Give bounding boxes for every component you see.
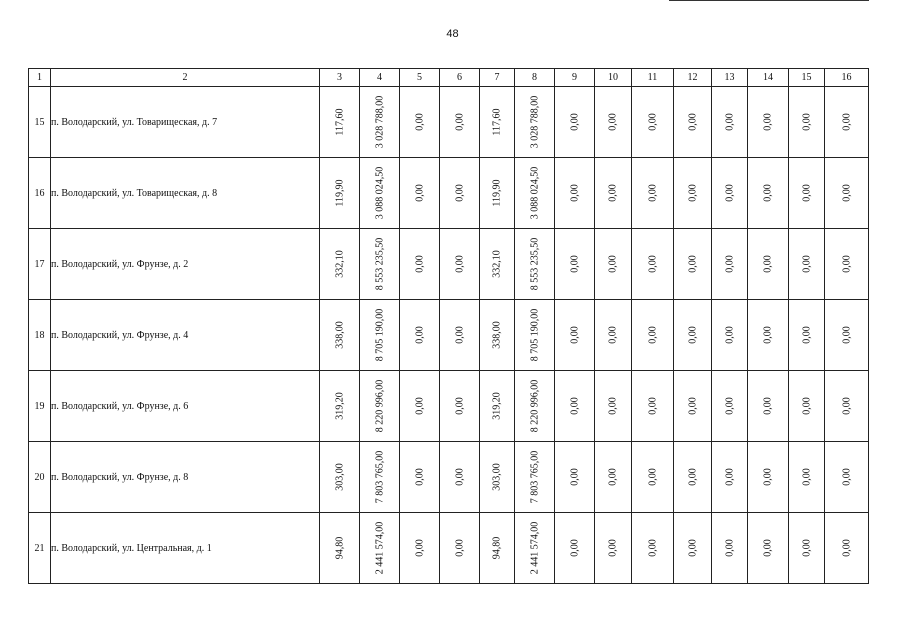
value-cell: [400, 87, 440, 158]
column-header: 7: [480, 69, 515, 87]
value-text: 7 803 765,00: [529, 450, 540, 504]
value-text: 117,60: [491, 108, 503, 136]
value-cell: [480, 87, 515, 158]
value-cell: [789, 442, 825, 513]
value-cell: [320, 371, 360, 442]
value-text: 0,00: [414, 326, 425, 344]
value-cell: [440, 513, 480, 584]
value-text: 0,00: [607, 326, 619, 344]
value-cell: [595, 300, 632, 371]
value-text: 0,00: [762, 468, 774, 486]
value-cell: [515, 87, 555, 158]
value-cell: [480, 513, 515, 584]
value-cell: [360, 229, 400, 300]
value-cell: [674, 229, 712, 300]
value-text: 0,00: [414, 468, 425, 486]
value-cell: [555, 513, 595, 584]
value-text: 94,80: [491, 536, 503, 560]
value-cell: [825, 300, 869, 371]
value-cell: [360, 158, 400, 229]
value-cell: [320, 513, 360, 584]
value-cell: [360, 442, 400, 513]
value-cell: [440, 158, 480, 229]
value-text: 0,00: [687, 539, 698, 557]
column-header: 2: [51, 69, 320, 87]
value-cell: [674, 158, 712, 229]
value-cell: [595, 513, 632, 584]
value-cell: [515, 158, 555, 229]
value-cell: [674, 513, 712, 584]
value-cell: [555, 371, 595, 442]
row-number: 19: [29, 371, 51, 442]
value-cell: [748, 158, 789, 229]
value-cell: [595, 158, 632, 229]
value-cell: [595, 371, 632, 442]
value-text: 94,80: [334, 536, 345, 560]
value-cell: [712, 229, 748, 300]
value-text: 0,00: [687, 184, 698, 202]
value-text: 7 803 765,00: [374, 450, 385, 504]
value-cell: [360, 513, 400, 584]
row-number: 18: [29, 300, 51, 371]
table-row: [29, 513, 869, 584]
column-header: 3: [320, 69, 360, 87]
value-cell: [440, 229, 480, 300]
value-text: 2 441 574,00: [529, 521, 540, 575]
value-text: 0,00: [647, 113, 658, 131]
value-cell: [789, 229, 825, 300]
value-cell: [632, 442, 674, 513]
value-text: 0,00: [607, 184, 619, 202]
table-row: [29, 371, 869, 442]
value-text: 0,00: [687, 468, 698, 486]
value-text: 0,00: [414, 539, 425, 557]
value-cell: [515, 371, 555, 442]
value-text: 0,00: [454, 397, 465, 415]
value-text: 0,00: [687, 113, 698, 131]
value-text: 0,00: [647, 397, 658, 415]
column-header: 16: [825, 69, 869, 87]
value-text: 8 553 235,50: [374, 237, 385, 291]
value-cell: [825, 371, 869, 442]
value-cell: [515, 229, 555, 300]
column-header: 10: [595, 69, 632, 87]
value-text: 3 088 024,50: [529, 166, 540, 220]
value-cell: [360, 371, 400, 442]
value-text: 0,00: [724, 184, 735, 202]
value-text: 0,00: [724, 397, 735, 415]
value-text: 0,00: [841, 113, 852, 131]
value-cell: [595, 442, 632, 513]
value-text: 119,90: [334, 179, 345, 207]
page-number: 48: [446, 28, 459, 40]
value-cell: [632, 300, 674, 371]
table-row: [29, 158, 869, 229]
value-cell: [440, 87, 480, 158]
value-text: 8 705 190,00: [529, 308, 540, 362]
address-cell: п. Володарский, ул. Фрунзе, д. 8: [51, 442, 320, 513]
value-text: 338,00: [491, 321, 503, 349]
value-text: 0,00: [454, 468, 465, 486]
top-rule: [669, 0, 869, 1]
value-text: 119,90: [491, 179, 503, 207]
value-cell: [440, 442, 480, 513]
value-text: 0,00: [647, 539, 658, 557]
value-text: 0,00: [569, 113, 580, 131]
table-row: [29, 442, 869, 513]
value-cell: [789, 158, 825, 229]
value-cell: [632, 513, 674, 584]
value-text: 319,20: [334, 392, 345, 420]
value-text: 0,00: [647, 255, 658, 273]
value-text: 0,00: [647, 468, 658, 486]
value-cell: [789, 300, 825, 371]
data-table: [28, 68, 869, 584]
table-row: [29, 300, 869, 371]
value-cell: [674, 300, 712, 371]
value-text: 0,00: [687, 255, 698, 273]
value-text: 0,00: [647, 326, 658, 344]
table-row: [29, 229, 869, 300]
value-cell: [360, 300, 400, 371]
column-header: 13: [712, 69, 748, 87]
value-cell: [400, 158, 440, 229]
value-text: 2 441 574,00: [374, 521, 385, 575]
value-text: 0,00: [801, 539, 812, 557]
value-text: 332,10: [334, 250, 345, 278]
value-text: 3 028 788,00: [374, 95, 385, 149]
value-text: 0,00: [607, 113, 619, 131]
value-text: 0,00: [801, 468, 812, 486]
value-text: 0,00: [841, 539, 852, 557]
value-cell: [440, 300, 480, 371]
value-text: 0,00: [454, 255, 465, 273]
column-header: 14: [748, 69, 789, 87]
value-text: 0,00: [454, 326, 465, 344]
value-cell: [320, 300, 360, 371]
value-text: 0,00: [607, 539, 619, 557]
value-cell: [595, 229, 632, 300]
value-text: 0,00: [414, 184, 425, 202]
value-cell: [748, 371, 789, 442]
column-header: 12: [674, 69, 712, 87]
value-cell: [712, 300, 748, 371]
value-cell: [555, 158, 595, 229]
value-text: 0,00: [454, 113, 465, 131]
value-cell: [712, 371, 748, 442]
value-cell: [320, 87, 360, 158]
value-text: 0,00: [724, 255, 735, 273]
value-cell: [400, 371, 440, 442]
value-text: 0,00: [762, 397, 774, 415]
value-cell: [748, 87, 789, 158]
value-text: 0,00: [724, 468, 735, 486]
value-cell: [595, 87, 632, 158]
row-number: 21: [29, 513, 51, 584]
value-text: 0,00: [607, 468, 619, 486]
table-row: [29, 87, 869, 158]
value-text: 0,00: [569, 326, 580, 344]
column-header: 9: [555, 69, 595, 87]
value-cell: [320, 158, 360, 229]
value-cell: [555, 87, 595, 158]
value-cell: [825, 87, 869, 158]
value-text: 3 028 788,00: [529, 95, 540, 149]
value-text: 8 220 996,00: [529, 379, 540, 433]
value-text: 0,00: [607, 255, 619, 273]
value-cell: [400, 513, 440, 584]
value-text: 0,00: [414, 113, 425, 131]
value-text: 0,00: [414, 255, 425, 273]
value-text: 0,00: [569, 184, 580, 202]
value-cell: [748, 229, 789, 300]
value-text: 0,00: [801, 326, 812, 344]
value-text: 0,00: [569, 397, 580, 415]
value-cell: [825, 158, 869, 229]
value-text: 0,00: [801, 255, 812, 273]
value-text: 0,00: [841, 184, 852, 202]
value-cell: [632, 158, 674, 229]
value-cell: [825, 442, 869, 513]
value-cell: [320, 442, 360, 513]
value-text: 3 088 024,50: [374, 166, 385, 220]
value-text: 0,00: [801, 184, 812, 202]
value-text: 0,00: [841, 255, 852, 273]
value-text: 0,00: [687, 326, 698, 344]
value-cell: [515, 513, 555, 584]
value-text: 0,00: [841, 468, 852, 486]
value-text: 0,00: [762, 326, 774, 344]
value-text: 0,00: [454, 539, 465, 557]
value-text: 0,00: [762, 255, 774, 273]
value-text: 319,20: [491, 392, 503, 420]
value-cell: [400, 229, 440, 300]
value-cell: [632, 87, 674, 158]
value-text: 0,00: [569, 468, 580, 486]
value-cell: [674, 442, 712, 513]
value-text: 0,00: [801, 397, 812, 415]
row-number: 15: [29, 87, 51, 158]
value-cell: [825, 229, 869, 300]
column-header: 4: [360, 69, 400, 87]
value-text: 8 220 996,00: [374, 379, 385, 433]
value-text: 0,00: [687, 397, 698, 415]
value-cell: [480, 442, 515, 513]
column-header: 11: [632, 69, 674, 87]
value-cell: [440, 371, 480, 442]
value-text: 0,00: [569, 539, 580, 557]
column-header: 5: [400, 69, 440, 87]
value-text: 0,00: [724, 326, 735, 344]
value-text: 8 705 190,00: [374, 308, 385, 362]
value-text: 0,00: [569, 255, 580, 273]
column-header: 1: [29, 69, 51, 87]
row-number: 17: [29, 229, 51, 300]
value-cell: [748, 513, 789, 584]
value-cell: [632, 371, 674, 442]
address-cell: п. Володарский, ул. Товарищеская, д. 7: [51, 87, 320, 158]
value-cell: [555, 442, 595, 513]
value-text: 0,00: [841, 397, 852, 415]
value-text: 0,00: [841, 326, 852, 344]
address-cell: п. Володарский, ул. Фрунзе, д. 6: [51, 371, 320, 442]
value-text: 0,00: [762, 113, 774, 131]
address-cell: п. Володарский, ул. Центральная, д. 1: [51, 513, 320, 584]
value-cell: [674, 371, 712, 442]
value-text: 8 553 235,50: [529, 237, 540, 291]
value-cell: [825, 513, 869, 584]
row-number: 20: [29, 442, 51, 513]
value-cell: [712, 87, 748, 158]
value-text: 0,00: [762, 539, 774, 557]
value-cell: [480, 371, 515, 442]
value-cell: [480, 158, 515, 229]
value-cell: [789, 371, 825, 442]
value-text: 0,00: [414, 397, 425, 415]
address-cell: п. Володарский, ул. Фрунзе, д. 4: [51, 300, 320, 371]
value-cell: [555, 229, 595, 300]
value-cell: [400, 442, 440, 513]
header-row: [29, 69, 869, 87]
value-text: 117,60: [334, 108, 345, 136]
value-cell: [320, 229, 360, 300]
value-cell: [555, 300, 595, 371]
value-text: 0,00: [724, 539, 735, 557]
value-cell: [400, 300, 440, 371]
value-text: 303,00: [491, 463, 503, 491]
value-text: 303,00: [334, 463, 345, 491]
value-text: 0,00: [454, 184, 465, 202]
value-cell: [712, 513, 748, 584]
value-cell: [789, 513, 825, 584]
value-cell: [748, 442, 789, 513]
value-cell: [748, 300, 789, 371]
value-cell: [515, 442, 555, 513]
value-cell: [712, 442, 748, 513]
column-header: 15: [789, 69, 825, 87]
value-text: 0,00: [607, 397, 619, 415]
value-cell: [360, 87, 400, 158]
value-cell: [674, 87, 712, 158]
row-number: 16: [29, 158, 51, 229]
value-text: 0,00: [647, 184, 658, 202]
value-cell: [632, 229, 674, 300]
value-text: 0,00: [801, 113, 812, 131]
column-header: 6: [440, 69, 480, 87]
address-cell: п. Володарский, ул. Товарищеская, д. 8: [51, 158, 320, 229]
value-text: 0,00: [724, 113, 735, 131]
value-cell: [712, 158, 748, 229]
value-cell: [789, 87, 825, 158]
column-header: 8: [515, 69, 555, 87]
address-cell: п. Володарский, ул. Фрунзе, д. 2: [51, 229, 320, 300]
value-text: 332,10: [491, 250, 503, 278]
value-text: 338,00: [334, 321, 345, 349]
value-cell: [480, 229, 515, 300]
value-cell: [515, 300, 555, 371]
value-text: 0,00: [762, 184, 774, 202]
value-cell: [480, 300, 515, 371]
